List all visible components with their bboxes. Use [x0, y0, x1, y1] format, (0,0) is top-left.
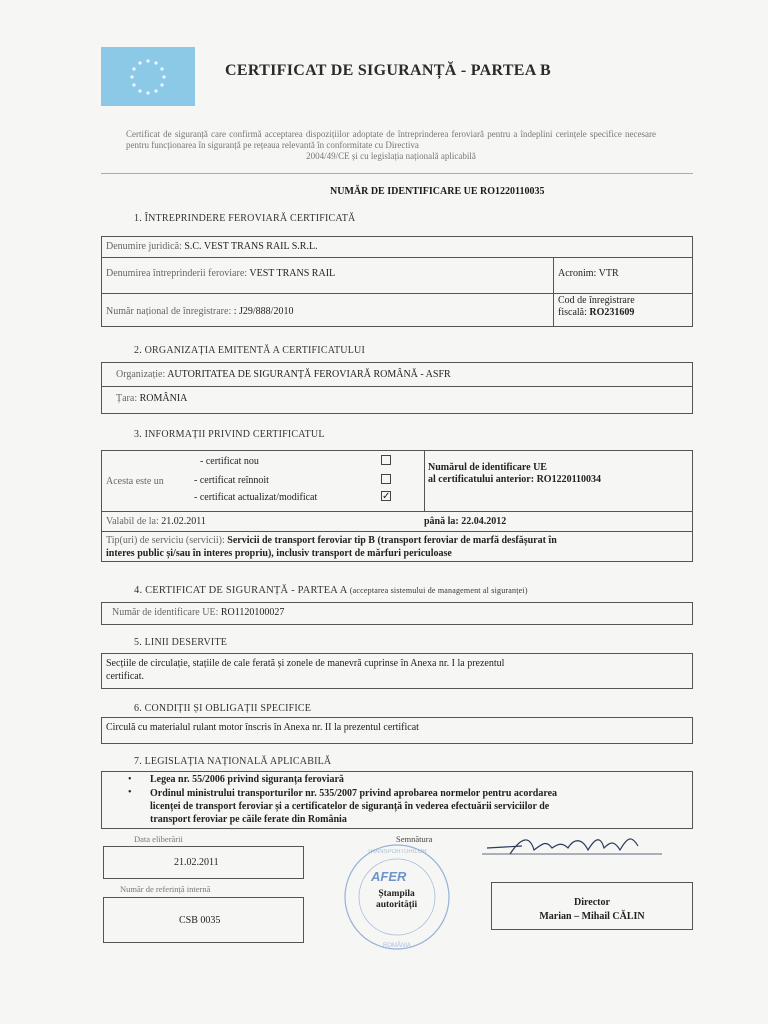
section-2-table [101, 362, 693, 414]
acesta-label: Acesta este un [106, 476, 164, 487]
intreprindere-value: VEST TRANS RAIL [249, 268, 336, 279]
tip-serviciu-value-1: Servicii de transport feroviar tip B (transport feroviar de marfă desfășurat în [227, 535, 557, 546]
denumire-value: S.C. VEST TRANS RAIL S.R.L. [184, 241, 318, 252]
eu-flag-logo [101, 47, 195, 106]
organizatie-value: AUTORITATEA DE SIGURANȚĂ FEROVIARĂ ROMÂNĂ - ASFR [167, 369, 451, 380]
opt-certificat-reinnoit: - certificat reînnoit [194, 475, 269, 486]
afer-logo-text: AFER [371, 869, 407, 884]
section-7-table: • Legea nr. 55/2006 privind siguranța feroviară • Ordinul ministrului transporturilor nr. 535/2007 privind aprobarea normelor pentru acordarea licenței de transport feroviar și a certificatelor de siguranță în vederea efectuării serviciilor de transport feroviar pe căile ferate din România [101, 771, 693, 829]
pana-label: până la: [424, 516, 459, 527]
intro-line-3: 2004/49/CE și cu legislația națională aplicabilă [306, 151, 476, 161]
organizatie-label: Organizație: [116, 369, 166, 380]
section-5-heading: 5. LINII DESERVITE [134, 637, 228, 648]
section-7-heading: 7. LEGISLAȚIA NAȚIONALĂ APLICABILĂ [134, 756, 332, 767]
section-1-heading: 1. ÎNTREPRINDERE FEROVIARĂ CERTIFICATĂ [134, 213, 356, 224]
svg-text:TRANSPORTURILOR: TRANSPORTURILOR [367, 849, 427, 855]
intro-line-1: Certificat de siguranță care confirmă acceptarea dispozițiilor adoptate de întreprinderea feroviară pentru a îndeplini [126, 129, 553, 139]
stampila-label-1: Ștampila [378, 889, 415, 899]
signature-icon [482, 826, 662, 866]
cod-fiscal-label-2: fiscală: [558, 307, 587, 318]
afer-stamp [343, 843, 451, 951]
partea-a-id-label: Număr de identificare UE: [112, 607, 219, 618]
director-box [491, 882, 693, 930]
section-3-validity [101, 512, 693, 562]
page-title: CERTIFICAT DE SIGURANȚĂ - PARTEA B [225, 62, 552, 79]
svg-text:ROMÂNIA: ROMÂNIA [382, 943, 412, 949]
eu-stars-icon [101, 47, 195, 106]
prev-id-value: RO1220110034 [536, 474, 602, 485]
tip-serviciu-value-2: interes public și/sau în interes propriu), inclusiv transport de mărfuri periculoase [106, 548, 452, 559]
cod-fiscal-label: Cod de înregistrare [558, 295, 635, 306]
section-4-heading-main: 4. CERTIFICAT DE SIGURANȚĂ - PARTEA A [134, 585, 347, 596]
prev-id-label-2: al certificatului anterior: [428, 474, 535, 485]
acronim-value: VTR [598, 268, 619, 279]
ref-interna-label: Număr de referință internă [120, 884, 211, 894]
denumire-label: Denumire juridică: [106, 241, 182, 252]
section-4-table [101, 602, 693, 625]
pana-value: 22.04.2012 [461, 516, 507, 527]
section-5-table [101, 653, 693, 689]
signature [482, 826, 662, 866]
section-4-heading-note: (acceptarea sistemului de management al siguranței) [349, 586, 528, 595]
intro-line-2: cerințele specifice necesare pentru funcționarea în siguranță pe rețeaua relevantă în conformitate cu Directiva [126, 129, 656, 150]
section-1-table [101, 236, 693, 327]
semnatura-label: Semnătura [396, 834, 433, 844]
tip-serviciu-label: Tip(uri) de serviciu (servicii): [106, 535, 225, 546]
section-2-heading: 2. ORGANIZAȚIA EMITENTĂ A CERTIFICATULUI [134, 345, 365, 356]
nr-inregistrare-label: Număr național de înregistrare: [106, 306, 232, 317]
valabil-label: Valabil de la: [106, 516, 159, 527]
stampila-label-2: autorității [376, 900, 418, 910]
nr-inregistrare-value: : J29/888/2010 [233, 306, 294, 317]
ref-interna-box [103, 897, 304, 943]
partea-a-id-value: RO1120100027 [220, 607, 285, 618]
valabil-value: 21.02.2011 [161, 516, 206, 527]
section-6-table [101, 717, 693, 744]
section-6-heading: 6. CONDIȚII ȘI OBLIGAȚII SPECIFICE [134, 703, 312, 714]
cod-fiscal-value: RO231609 [589, 307, 635, 318]
tara-value: ROMÂNIA [139, 393, 188, 404]
data-eliberarii-box [103, 846, 304, 879]
linii-text-1: Secțiile de circulație, stațiile de cale ferată și zonele de manevră cuprinse în Anexa nr. I la prezentul [106, 658, 505, 669]
director-title: Director [574, 897, 610, 908]
data-eliberarii-value: 21.02.2011 [174, 857, 219, 868]
legislatie-item-2c: transport feroviar pe căile ferate din România [150, 814, 347, 825]
conditii-text: Circulă cu materialul rulant motor înscris în Anexa nr. II la prezentul certificat [106, 722, 419, 733]
opt-certificat-nou: - certificat nou [200, 456, 259, 467]
checkbox-actualizat: ✓ [382, 491, 391, 502]
prev-id-label-1: Numărul de identificare UE [428, 462, 547, 473]
section-3-heading: 3. INFORMAȚII PRIVIND CERTIFICATUL [134, 429, 325, 440]
data-eliberarii-label: Data eliberării [134, 834, 183, 844]
divider [101, 173, 693, 174]
section-3-table [101, 450, 693, 512]
opt-certificat-actualizat: - certificat actualizat/modificat [194, 492, 318, 503]
ref-interna-value: CSB 0035 [179, 915, 221, 926]
checkbox-nou [381, 455, 391, 465]
linii-text-2: certificat. [106, 671, 145, 682]
section-4-heading [134, 585, 528, 596]
checkbox-reinnoit [381, 474, 391, 484]
intro-text [126, 129, 656, 162]
ue-identification-number: NUMĂR DE IDENTIFICARE UE RO1220110035 [330, 186, 545, 197]
tara-label: Țara: [116, 393, 138, 404]
legislatie-item-1: Legea nr. 55/2006 privind siguranța feroviară [150, 774, 344, 785]
acronim-label: Acronim: [558, 268, 597, 279]
legislatie-item-2b: licenței de transport feroviar și a certificatelor de siguranță în vederea efectuării serviciilor de [150, 801, 550, 812]
director-name: Marian – Mihail CĂLIN [539, 911, 645, 922]
intreprindere-label: Denumirea întreprinderii feroviare: [106, 268, 248, 279]
legislatie-item-2a: Ordinul ministrului transporturilor nr. 535/2007 privind aprobarea normelor pentru acordarea [150, 788, 558, 799]
